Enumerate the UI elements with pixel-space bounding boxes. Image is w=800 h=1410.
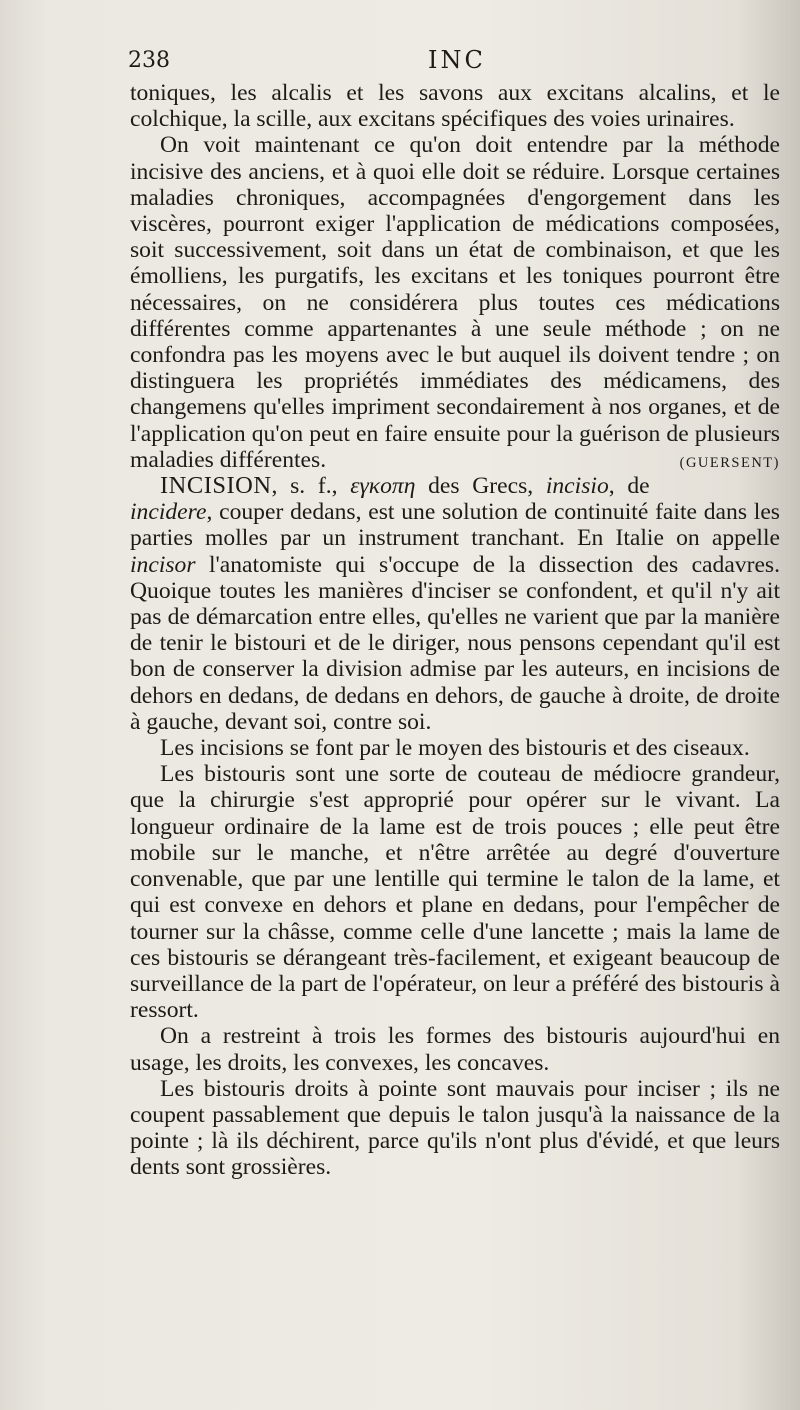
paragraph-incisions-moyens: Les incisions se font par le moyen des bistouris et des ciseaux. [160,735,750,762]
entry-headword: INCISION [160,472,272,500]
author-signature: (GUERSENT) [679,454,780,471]
paragraph-continuation: toniques, les alcalis et les savons aux excitans alcalins, et le colchique, la scille, aux excitans spécifiques des voies urinaires. [130,80,780,133]
page-header [128,46,778,80]
latin-term: incidere [130,499,207,526]
paragraph-bistouris-droits: Les bistouris droits à pointe sont mauvais pour inciser ; ils ne coupent passablement que depuis le talon jusqu'à la naissance de la pointe ; là ils déchirent, parce qu'ils n'ont plus d'évidé, et que leurs dents sont grossières. [130,1075,780,1181]
paragraph-text: On voit maintenant ce qu'on doit entendre par la méthode incisive des anciens, et à quoi elle doit se réduire. Lorsque certaines maladies chroniques, accompagnées d'engorgement dans les viscères, pourront exiger l'application de médications composées, soit successivement, soit dans un état de combinaison, et que les émolliens, les purgatifs, les excitans et les toniques pourront être nécessaires, on ne considérera plus toutes ces médications différentes comme appartenantes à une seule méthode ; on ne confondra pas les moyens avec le but auquel ils doivent tendre ; on distinguera les propriétés immédiates des médicamens, des changemens qu'elles impriment secondairement à nos organes, et de l'application qu'on peut en faire ensuite pour la guérison de plusieurs maladies différentes. [130,132,780,473]
page-number: 238 [128,48,170,73]
entry-text: l'anatomiste qui s'occupe de la dissection des cadavres. Quoique toutes les manières d'inciser se confondent, et qu'il n'y ait pas de démarcation entre elles, qu'elles ne varient que par la manière de tenir le bistouri et de le diriger, nous pensons cependant qu'il est bon de conserver la division admise par les auteurs, en incisions de dehors en dedans, de dedans en dehors, de gauche à droite, de droite à gauche, devant soi, contre soi. [130,551,780,735]
entry-text: , s. f., [271,473,351,500]
paragraph-incision-entry [130,473,780,735]
latin-term: incisio [545,473,609,500]
entry-text: , couper dedans, est une solution de continuité faite dans les parties molles par un instrument tranchant. En Italie on appelle [130,499,780,552]
running-head: INC [428,46,486,74]
paragraph-formes: On a restreint à trois les formes des bistouris aujourd'hui en usage, les droits, les convexes, les concaves. [130,1023,780,1076]
paragraph-methode-incisive [130,132,780,473]
entry-text: des Grecs, [415,473,546,500]
entry-text: , de [608,473,650,500]
greek-term: εγκοπη [350,473,416,500]
body-text [130,80,780,1181]
latin-term: incisor [130,551,196,578]
paragraph-bistouris: Les bistouris sont une sorte de couteau de médiocre grandeur, que la chirurgie s'est approprié pour opérer sur le vivant. La longueur ordinaire de la lame est de trois pouces ; elle peut être mobile sur le manche, et n'être arrêtée au degré d'ouverture convenable, que par une lentille qui termine le talon de la lame, et qui est convexe en dehors et plane en dedans, pour l'empêcher de tourner sur la châsse, comme celle d'une lancette ; mais la lame de ces bistouris se dérangeant très-facilement, et exigeant beaucoup de surveillance de la part de l'opérateur, on leur a préféré des bistouris à ressort. [130,761,780,1024]
